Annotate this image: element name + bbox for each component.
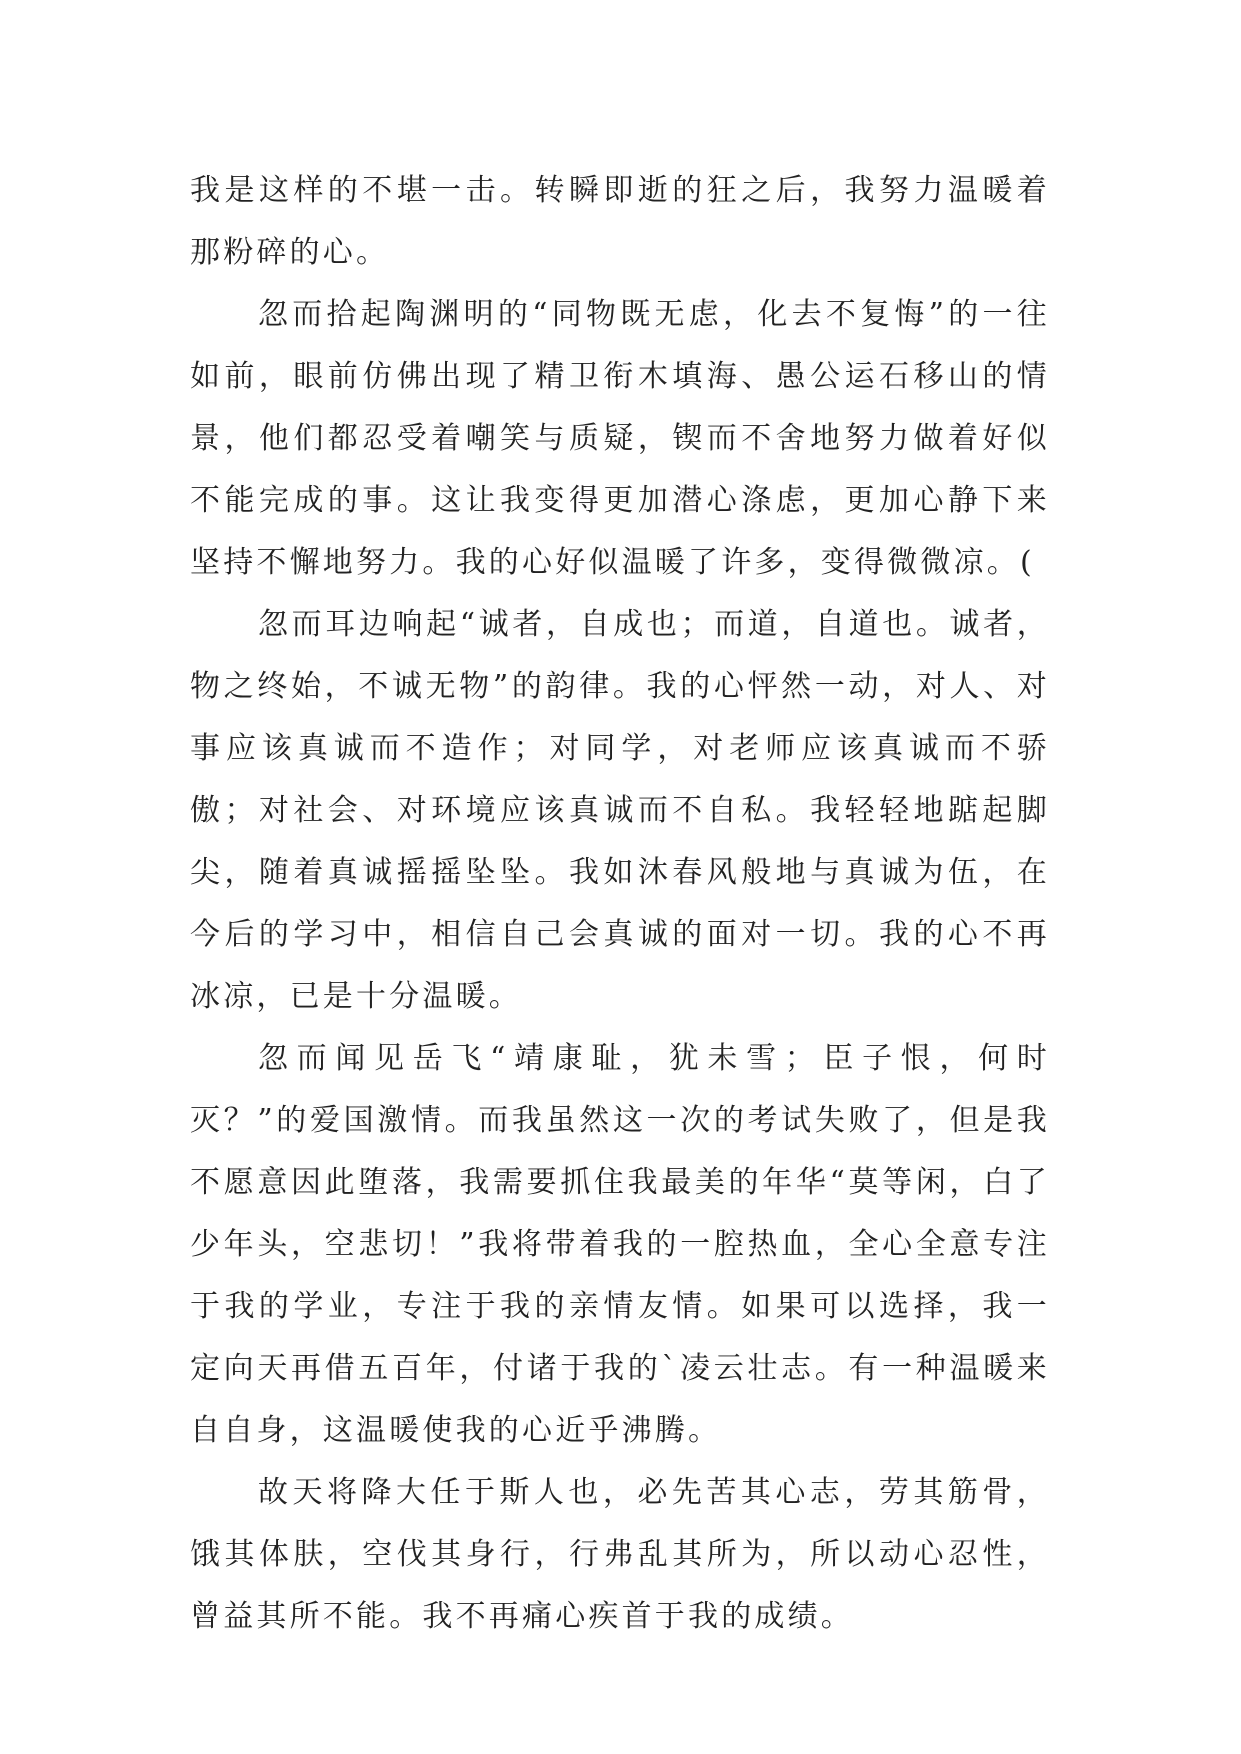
paragraph-1: 我是这样的不堪一击。转瞬即逝的狂之后，我努力温暖着那粉碎的心。 — [190, 173, 1050, 270]
paragraph-3: 忽而耳边响起“诚者，自成也；而道，自道也。诚者，物之终始，不诚无物”的韵律。我的心怦然一动，对人、对事应该真诚而不造作；对同学，对老师应该真诚而不骄傲；对社会、对环境应该真诚而不自私。我轻轻地踮起脚尖，随着真诚摇摇坠坠。我如沐春风般地与真诚为伍，在今后的学习中，相信自己会真诚的面对一切。我的心不再冰凉，已是十分温暖。 — [190, 607, 1050, 1014]
paragraph-5: 故天将降大任于斯人也，必先苦其心志，劳其筋骨，饿其体肤，空伐其身行，行弗乱其所为，所以动心忍性，曾益其所不能。我不再痛心疾首于我的成绩。 — [190, 1475, 1050, 1634]
paragraph-2: 忽而拾起陶渊明的“同物既无虑，化去不复悔”的一往如前，眼前仿佛出现了精卫衔木填海、愚公运石移山的情景，他们都忍受着嘲笑与质疑，锲而不舍地努力做着好似不能完成的事。这让我变得更加潜心涤虑，更加心静下来坚持不懈地努力。我的心好似温暖了许多，变得微微凉。( — [190, 297, 1050, 580]
essay-body — [190, 160, 1050, 1648]
paragraph-4: 忽而闻见岳飞“靖康耻，犹未雪；臣子恨，何时灭？”的爱国激情。而我虽然这一次的考试失败了，但是我不愿意因此堕落，我需要抓住我最美的年华“莫等闲，白了少年头，空悲切！”我将带着我的一腔热血，全心全意专注于我的学业，专注于我的亲情友情。如果可以选择，我一定向天再借五百年，付诸于我的`凌云壮志。有一种温暖来自自身，这温暖使我的心近乎沸腾。 — [190, 1041, 1050, 1448]
